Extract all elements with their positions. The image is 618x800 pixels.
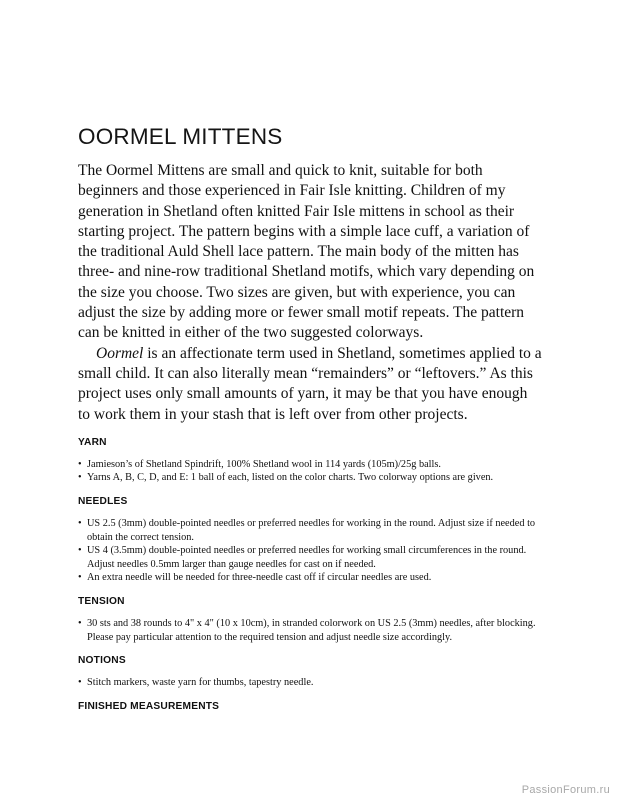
watermark: PassionForum.ru bbox=[521, 784, 610, 796]
bullet-icon: • bbox=[78, 458, 82, 470]
list-item bbox=[78, 571, 543, 585]
notions-list bbox=[78, 676, 543, 690]
bullet-icon: • bbox=[78, 472, 82, 484]
oormel-paragraph-text: is an affectionate term used in Shetland, sometimes applied to a small child. It can also literally mean “remainders” or “leftovers.” As this project uses only small amounts of yarn, it may be that you have enough to work them in your stash that is left over from other projects. bbox=[78, 344, 542, 423]
list-item-text: An extra needle will be needed for three-needle cast off if circular needles are used. bbox=[87, 572, 432, 584]
bullet-icon: • bbox=[78, 677, 82, 689]
bullet-icon: • bbox=[78, 572, 82, 584]
bullet-icon: • bbox=[78, 545, 82, 557]
yarn-list bbox=[78, 458, 543, 485]
yarn-heading: YARN bbox=[78, 436, 107, 448]
list-item bbox=[78, 517, 543, 544]
bullet-icon: • bbox=[78, 618, 82, 630]
oormel-paragraph bbox=[78, 344, 543, 425]
list-item bbox=[78, 458, 543, 472]
list-item-text: US 2.5 (3mm) double-pointed needles or preferred needles for working in the round. Adjust size if needed to obtain the correct tension. bbox=[87, 518, 536, 543]
list-item-text: 30 sts and 38 rounds to 4" x 4" (10 x 10cm), in stranded colorwork on US 2.5 (3mm) needles, after blocking. Please pay particular attention to the required tension and adjust needle size accordingly. bbox=[87, 618, 536, 643]
finished-measurements-heading: FINISHED MEASUREMENTS bbox=[78, 700, 220, 712]
document-page bbox=[78, 124, 543, 712]
list-item-text: Stitch markers, waste yarn for thumbs, tapestry needle. bbox=[87, 677, 314, 689]
list-item-text: Jamieson’s of Shetland Spindrift, 100% Shetland wool in 114 yards (105m)/25g balls. bbox=[87, 458, 441, 470]
oormel-emphasis: Oormel bbox=[96, 344, 144, 362]
needles-list bbox=[78, 517, 543, 585]
tension-heading: TENSION bbox=[78, 596, 125, 608]
list-item bbox=[78, 471, 543, 485]
list-item bbox=[78, 544, 543, 571]
bullet-icon: • bbox=[78, 518, 82, 530]
page-title: OORMEL MITTENS bbox=[78, 124, 283, 149]
notions-heading: NOTIONS bbox=[78, 655, 126, 667]
needles-heading: NEEDLES bbox=[78, 496, 128, 508]
intro-paragraph: The Oormel Mittens are small and quick to knit, suitable for both beginners and those experienced in Fair Isle knitting. Children of my generation in Shetland often knitted Fair Isle mittens in school as their starting project. The pattern begins with a simple lace cuff, a variation of the traditional Auld Shell lace pattern. The main body of the mitten has three- and nine-row traditional Shetland motifs, which vary depending on the size you choose. Two sizes are given, but with experience, you can adjust the size by adding more or fewer small motif repeats. The pattern can be knitted in either of the two suggested colorways. bbox=[78, 162, 535, 342]
list-item-text: Yarns A, B, C, D, and E: 1 ball of each, listed on the color charts. Two colorway options are given. bbox=[87, 472, 494, 484]
list-item bbox=[78, 676, 543, 690]
list-item-text: US 4 (3.5mm) double-pointed needles or preferred needles for working small circumferences in the round. Adjust needles 0.5mm larger than gauge needles for cast on if needed. bbox=[87, 545, 527, 570]
list-item bbox=[78, 617, 543, 644]
tension-list bbox=[78, 617, 543, 644]
